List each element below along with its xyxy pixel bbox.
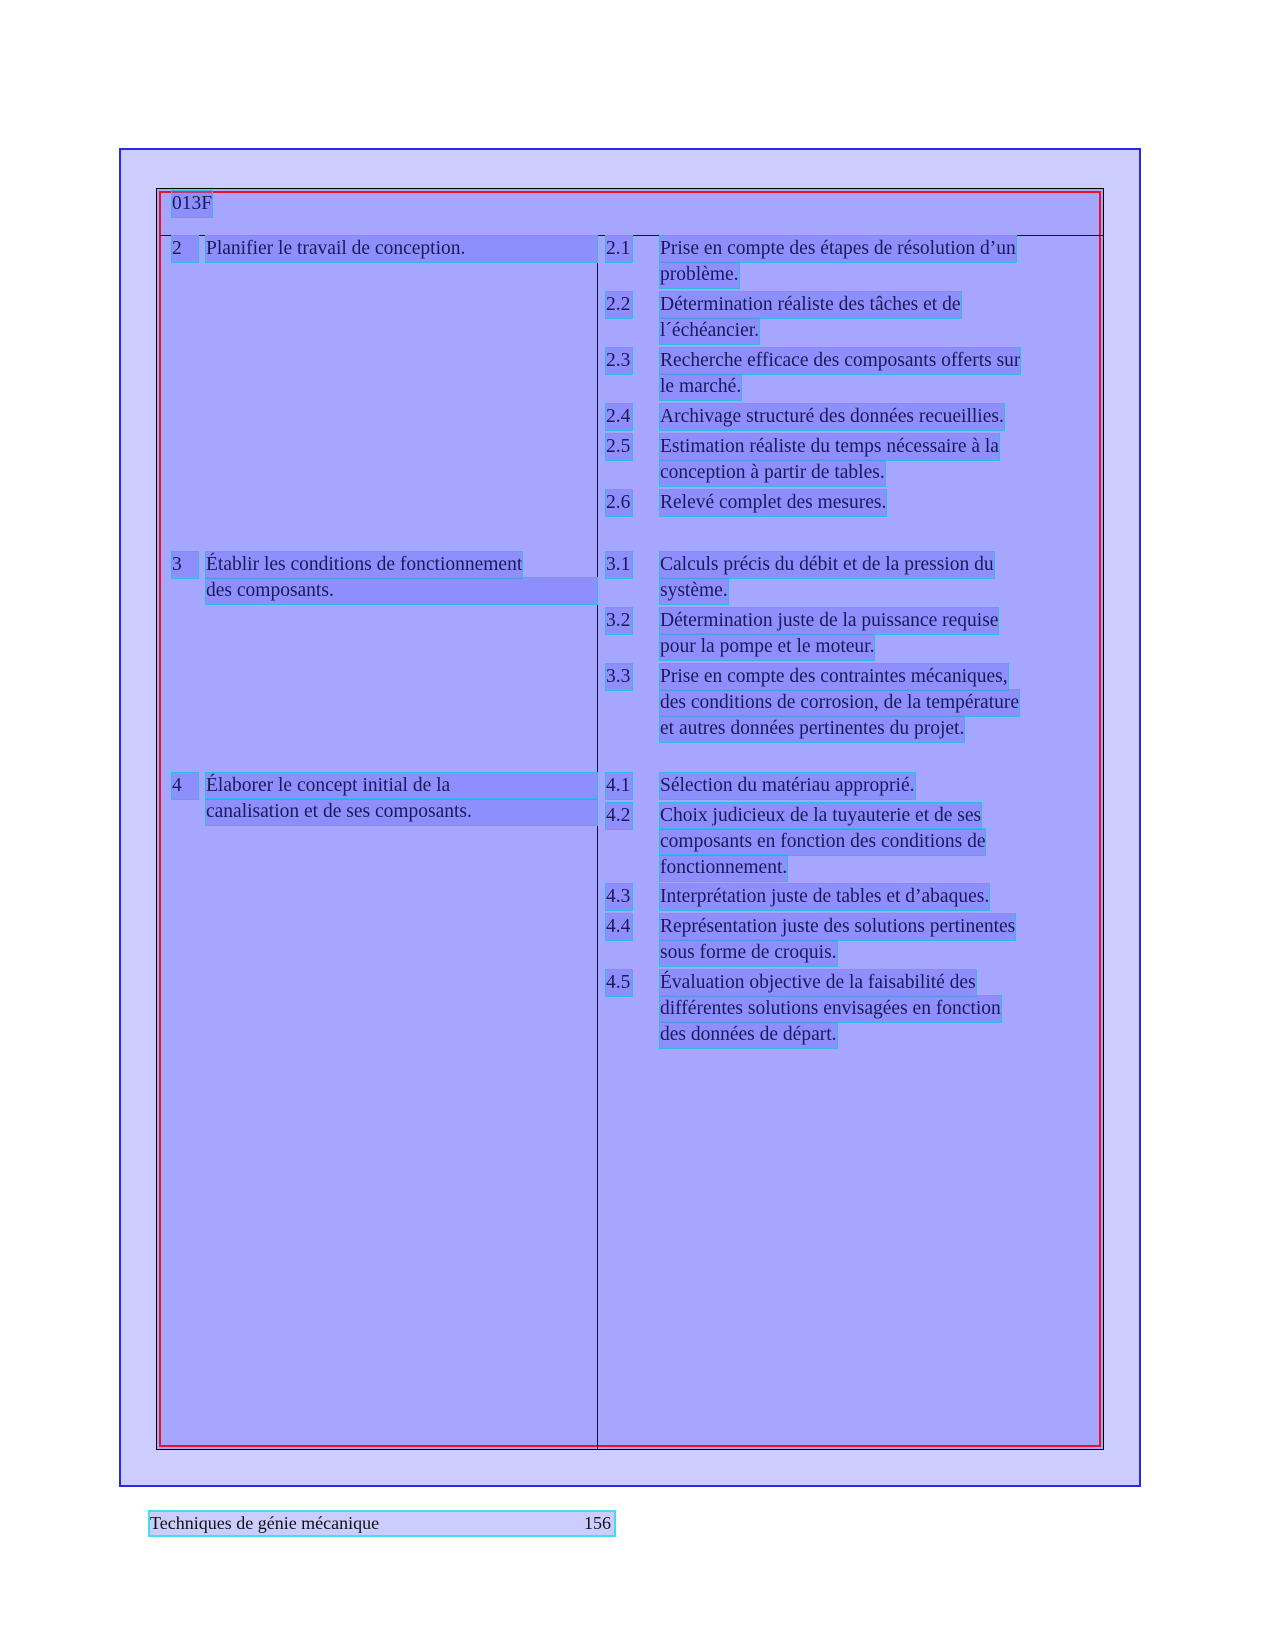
criterion-text: Prise en compte des étapes de résolution d’un [660,236,1016,262]
footer-title: Techniques de génie mécanique [150,1513,380,1533]
criterion-number: 3.2 [606,608,632,634]
page-number: 156 [584,1513,611,1533]
criterion-text: conception à partir de tables. [660,460,885,486]
criterion-text: Évaluation objective de la faisabilité des [660,970,976,996]
criterion-text: Calculs précis du débit et de la pression du [660,552,994,578]
criterion-number: 4.3 [606,884,632,910]
criterion-text: et autres données pertinentes du projet. [660,716,964,742]
page-footer [150,1512,614,1535]
criterion-text: Détermination réaliste des tâches et de [660,292,961,318]
element-text: Élaborer le concept initial de la [206,773,597,799]
criterion-text: sous forme de croquis. [660,940,837,966]
criterion-number: 3.1 [606,552,632,578]
criterion-text: Archivage structuré des données recueillies. [660,404,1004,430]
criterion-text: problème. [660,262,739,288]
element-number: 4 [172,773,198,799]
element-number: 2 [172,236,198,262]
element-text: Planifier le travail de conception. [206,236,597,262]
criterion-number: 4.1 [606,773,632,799]
criterion-number: 4.4 [606,914,632,940]
criterion-text: Représentation juste des solutions pertinentes [660,914,1015,940]
criterion-number: 2.5 [606,434,632,460]
criterion-text: Relevé complet des mesures. [660,490,886,516]
criterion-number: 2.1 [606,236,632,262]
criterion-number: 4.5 [606,970,632,996]
criterion-number: 2.3 [606,348,632,374]
criterion-text: Recherche efficace des composants offerts sur [660,348,1020,374]
criterion-text: l´échéancier. [660,318,759,344]
element-number: 3 [172,552,198,578]
criterion-text: le marché. [660,374,741,400]
criterion-number: 4.2 [606,803,632,829]
criterion-text: Estimation réaliste du temps nécessaire à la [660,434,999,460]
criterion-text: différentes solutions envisagées en fonction [660,996,1001,1022]
criterion-text: Choix judicieux de la tuyauterie et de ses [660,803,981,829]
criterion-number: 3.3 [606,664,632,690]
criterion-text: fonctionnement. [660,855,787,881]
criterion-text: Interprétation juste de tables et d’abaques. [660,884,989,910]
competency-code: 013F [172,191,212,217]
criterion-text: Détermination juste de la puissance requise [660,608,998,634]
element-text: des composants. [206,578,597,604]
element-text: canalisation et de ses composants. [206,799,597,825]
criterion-text: des données de départ. [660,1022,837,1048]
criterion-text: Sélection du matériau approprié. [660,773,915,799]
criterion-text: des conditions de corrosion, de la température [660,690,1019,716]
criterion-number: 2.2 [606,292,632,318]
criterion-text: composants en fonction des conditions de [660,829,985,855]
column-separator [597,236,598,1449]
criterion-text: Prise en compte des contraintes mécaniques, [660,664,1008,690]
criterion-text: système. [660,578,728,604]
criterion-text: pour la pompe et le moteur. [660,634,874,660]
criterion-number: 2.6 [606,490,632,516]
criterion-number: 2.4 [606,404,632,430]
element-text: Établir les conditions de fonctionnement [206,552,522,578]
